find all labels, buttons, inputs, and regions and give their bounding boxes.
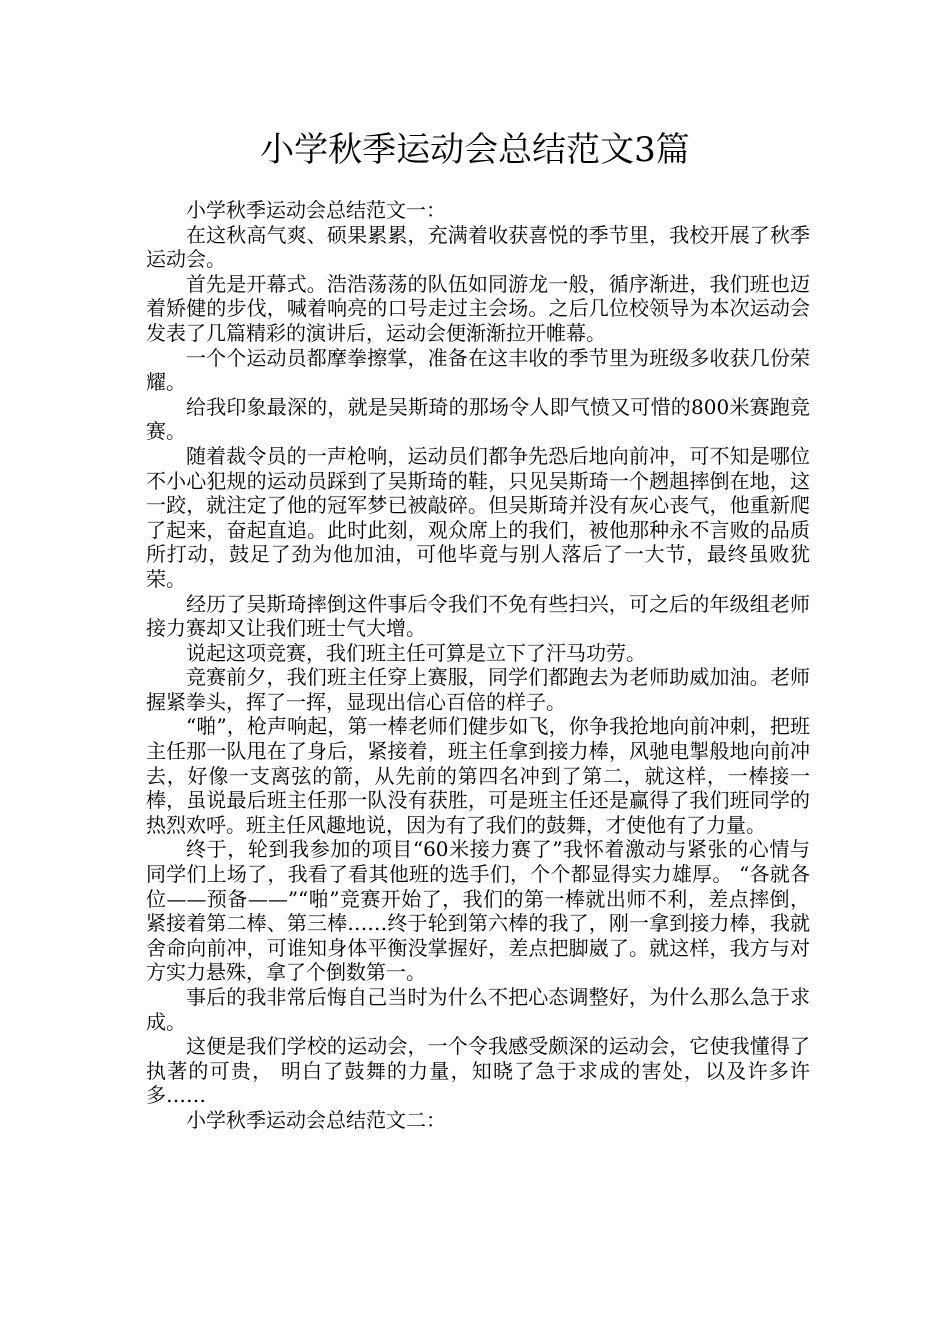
paragraph: 随着裁令员的一声枪响，运动员们都争先恐后地向前冲，可不知是哪位不小心犯规的运动员踩到了吴斯琦的鞋，只见吴斯琦一个趔趄摔倒在地，这一跤，就注定了他的冠军梦已被敲碎。但吴斯琦并没有灰心丧气，他重新爬了起来，奋起直追。此时此刻，观众席上的我们，被他那种永不言败的品质所打动，鼓足了劲为他加油，可他毕竟与别人落后了一大节，最终虽败犹荣。 (146, 443, 810, 591)
section-heading-1: 小学秋季运动会总结范文一： (186, 198, 446, 222)
paragraph: 事后的我非常后悔自己当时为什么不把心态调整好，为什么那么急于求成。 (146, 985, 810, 1034)
paragraph: 在这秋高气爽、硕果累累，充满着收获喜悦的季节里，我校开展了秋季运动会。 (146, 222, 810, 272)
paragraph: 经历了吴斯琦摔倒这件事后令我们不免有些扫兴，可之后的年级组老师接力赛却又让我们班士气大增。 (146, 591, 810, 641)
document-body (146, 198, 810, 1133)
paragraph: 一个个运动员都摩拳擦掌，准备在这丰收的季节里为班级多收获几份荣耀。 (146, 345, 810, 395)
paragraph: 给我印象最深的，就是吴斯琦的那场令人即气愤又可惜的800米赛跑竞赛。 (146, 394, 810, 444)
paragraph: “啪”，枪声响起，第一棒老师们健步如飞，你争我抢地向前冲刺，把班主任那一队甩在了身后，紧接着，班主任拿到接力棒，风驰电掣般地向前冲去，好像一支离弦的箭，从先前的第四名冲到了第二，就这样，一棒接一棒，虽说最后班主任那一队没有获胜，可是班主任还是赢得了我们班同学的热烈欢呼。班主任风趣地说，因为有了我们的鼓舞，才使他有了力量。 (146, 714, 810, 837)
paragraph: 说起这项竞赛，我们班主任可算是立下了汗马功劳。 (186, 640, 646, 665)
paragraph: 首先是开幕式。浩浩荡荡的队伍如同游龙一般，循序渐进，我们班也迈着矫健的步伐，喊着响亮的口号走过主会场。之后几位校领导为本次运动会发表了几篇精彩的演讲后，运动会便渐渐拉开帷幕。 (146, 271, 810, 345)
paragraph: 竞赛前夕，我们班主任穿上赛服，同学们都跑去为老师助威加油。老师握紧拳头，挥了一挥，显现出信心百倍的样子。 (146, 665, 810, 714)
section-heading-2: 小学秋季运动会总结范文二： (186, 1107, 446, 1132)
paragraph: 这便是我们学校的运动会，一个令我感受颇深的运动会，它使我懂得了执著的可贵， 明白了鼓舞的力量，知晓了急于求成的害处，以及许多许多…… (146, 1034, 810, 1108)
paragraph: 终于，轮到我参加的项目“60米接力赛了”我怀着激动与紧张的心情与同学们上场了，我看了看其他班的选手们，个个都显得实力雄厚。 “各就各位——预备——”“啪”竞赛开始了，我们的第一棒就出师不利，差点摔倒，紧接着第二棒、第三棒……终于轮到第六棒的我了，刚一拿到接力棒，我就舍命向前冲，可谁知身体平衡没掌握好，差点把脚崴了。就这样，我方与对方实力悬殊，拿了个倒数第一。 (146, 837, 810, 985)
document-title: 小学秋季运动会总结范文3篇 (260, 130, 690, 170)
